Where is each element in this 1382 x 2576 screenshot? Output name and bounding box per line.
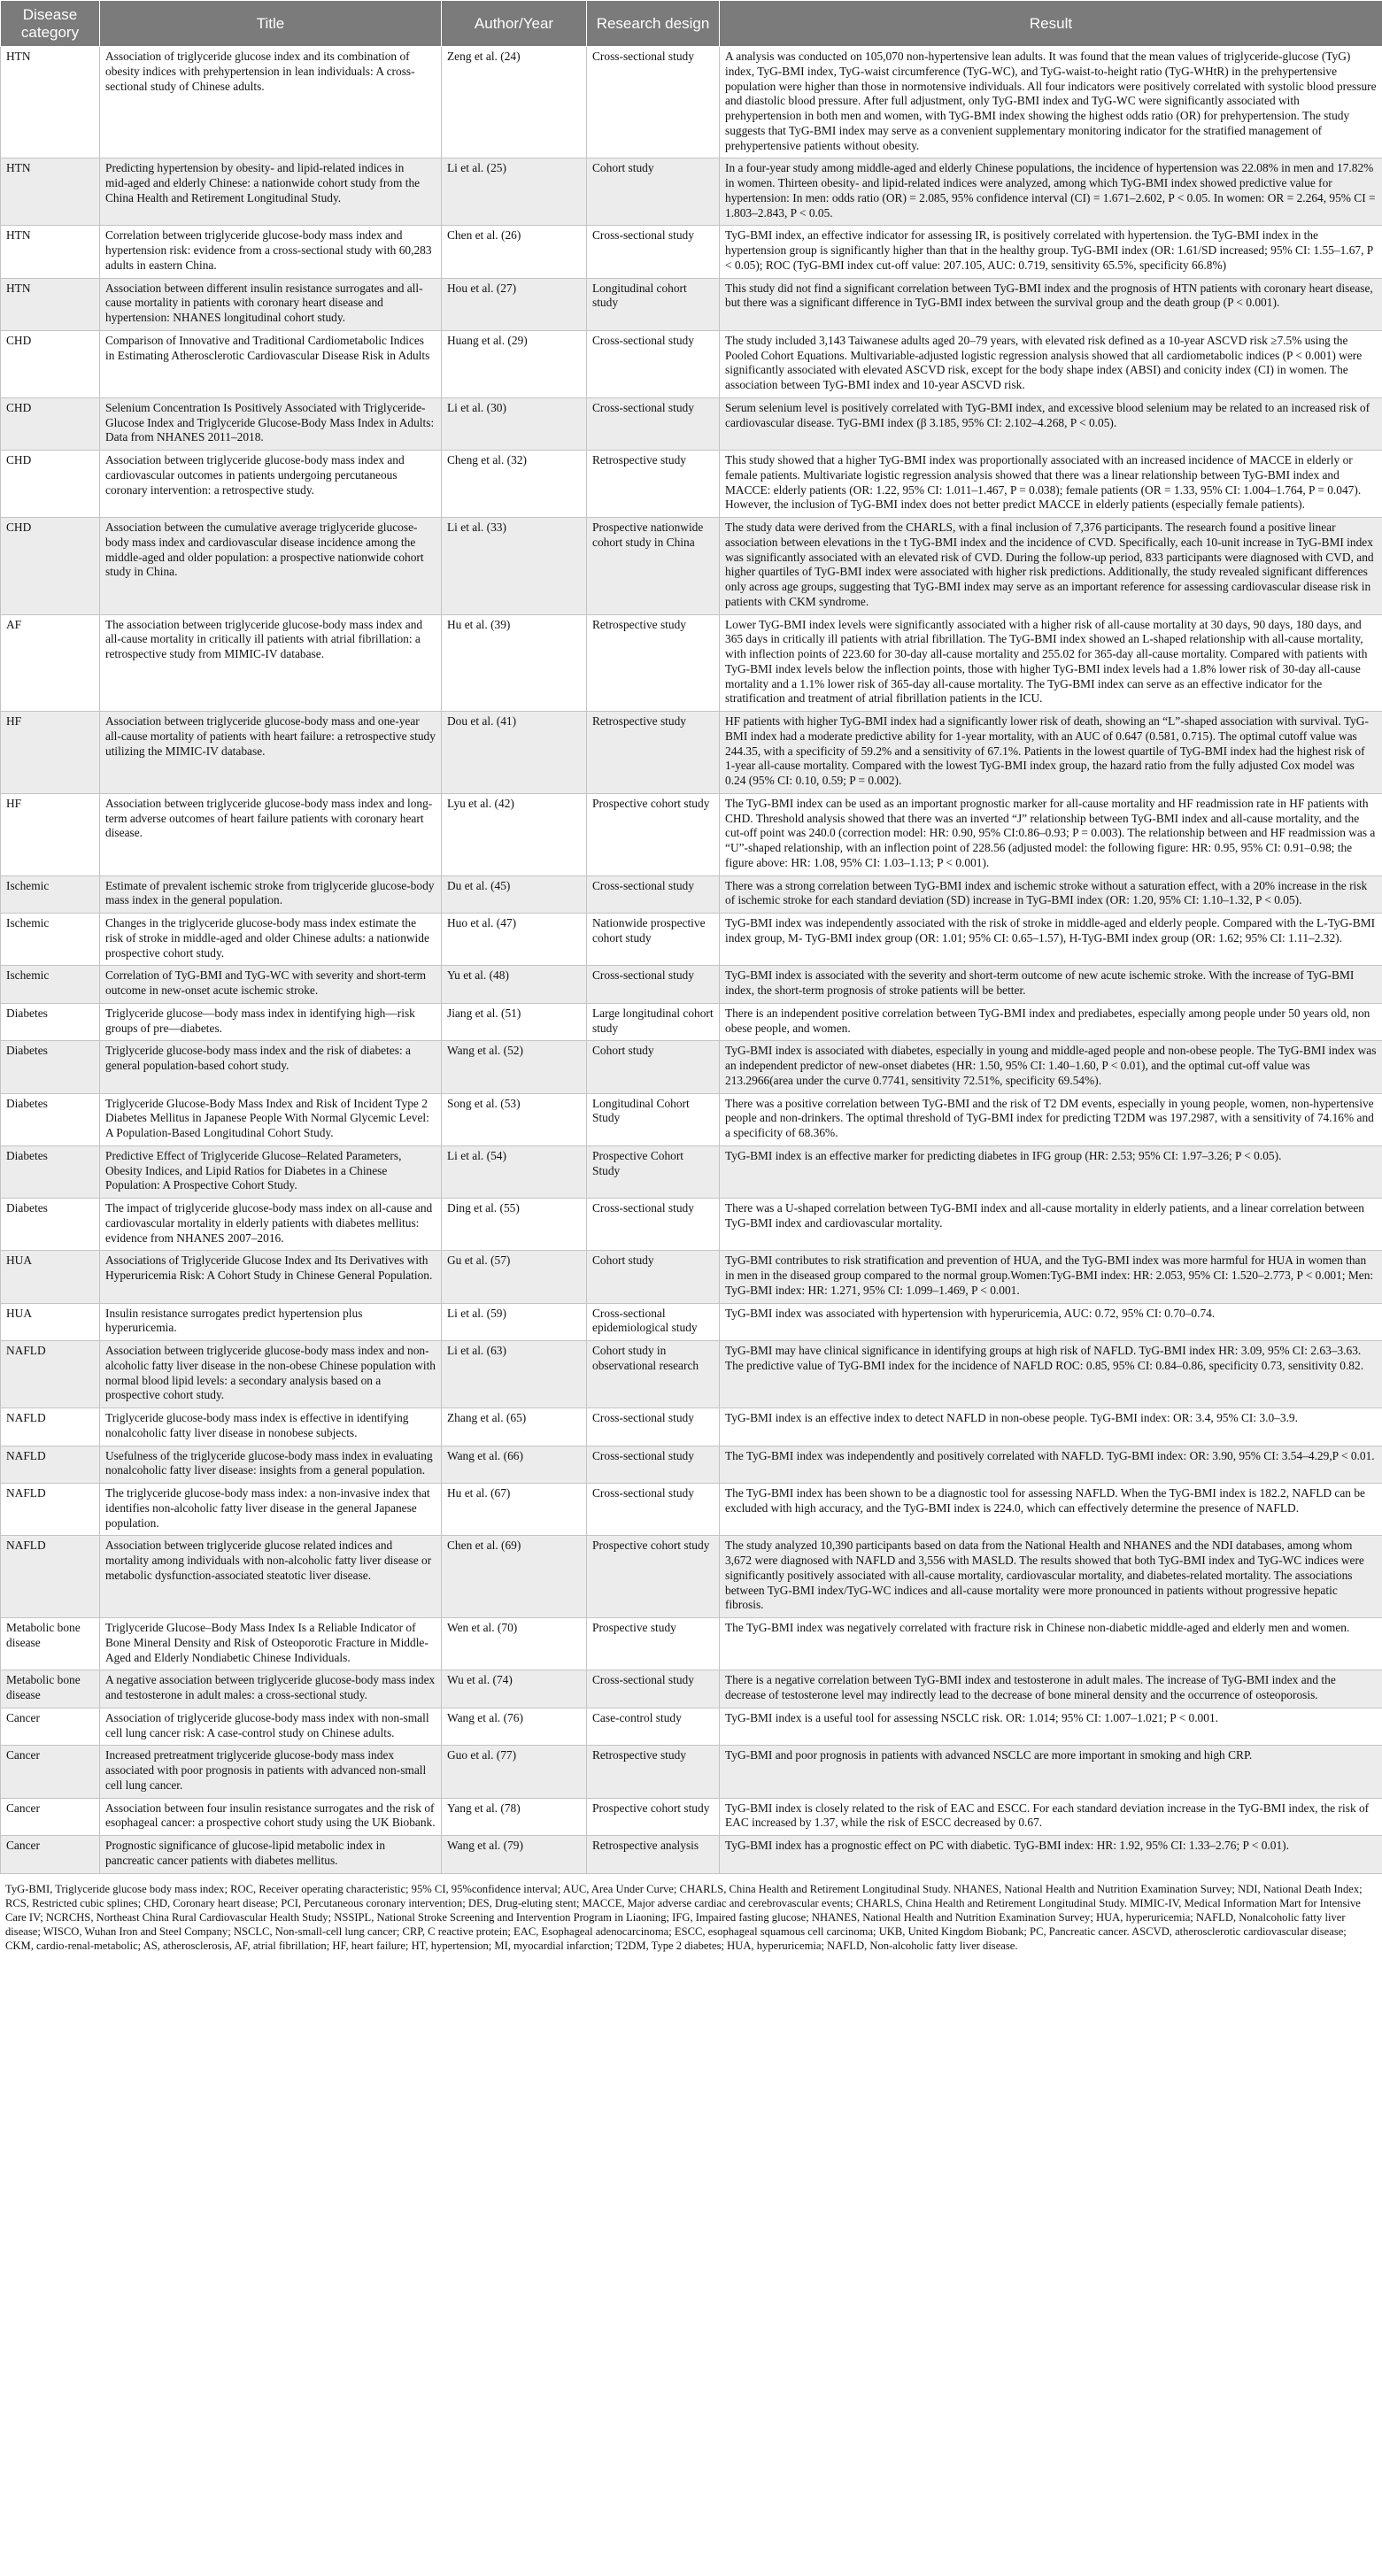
cell-author-year: Li et al. (59) (442, 1303, 587, 1341)
cell-disease-category: NAFLD (1, 1341, 100, 1408)
table-row (1, 397, 1382, 450)
cell-title: Association between triglyceride glucose-body mass index and cardiovascular outcomes in patients undergoing percutaneous coronary intervention: a retrospective study. (100, 451, 442, 518)
cell-result: TyG-BMI index, an effective indicator for assessing IR, is positively correlated with hypertension. the TyG-BMI index in the hypertension group is significantly higher than that in the healthy group. TyG-BMI index (OR: 1.61/SD increased; 95% CI: 1.55–1.67, P < 0.05); ROC (TyG-BMI index cut-off value: 207.105, AUC: 0.719, sensitivity 65.5%, specificity 66.8%) (720, 226, 1382, 278)
table-footnote: TyG-BMI, Triglyceride glucose body mass index; ROC, Receiver operating characteristic; 95% CI, 95%confidence interval; AUC, Area Under Curve; CHARLS, China Health and Retirement Longitudinal Study. NHANES, National Health and Nutrition Examination Survey; NDI, National Death Index; RCS, Restricted cubic splines; CHD, Coronary heart disease; PCI, Percutaneous coronary intervention; DES, Drug-eluting stent; MACCE, Major adverse cardiac and cerebrovascular events; CHARLS, China Health and Retirement Longitudinal Study. MIMIC-IV, Medical Information Mart for Intensive Care IV; NCRCHS, Northeast China Rural Cardiovascular Health Study; NSSIPL, National Stroke Screening and Intervention Program in Liaoning; IFG, Impaired fasting glucose; NHANES, National Health and Nutrition Examination Survey; HUA, hyperuricemia; NAFLD, Nonalcoholic fatty liver disease; WISCO, Wuhan Iron and Steel Company; NSCLC, Non-small-cell lung cancer; CRP, C reactive protein; EAC, Esophageal adenocarcinoma; ESCC, esophageal squamous cell carcinoma; UKB, United Kingdom Biobank; PC, Pancreatic cancer. ASCVD, atherosclerotic cardiovascular disease; CKM, cardio-renal-metabolic; AS, atherosclerosis, AF, atrial fibrillation; HF, heart failure; HT, hypertension; MI, myocardial infarction; T2DM, Type 2 diabetes; HUA, hyperuricemia; NAFLD, Non-alcoholic fatty liver disease. (5, 1882, 1363, 1953)
cell-disease-category: HTN (1, 278, 100, 330)
cell-author-year: Zhang et al. (65) (442, 1408, 587, 1446)
cell-author-year: Hu et al. (67) (442, 1484, 587, 1536)
cell-disease-category: Ischemic (1, 914, 100, 966)
table-row (1, 1708, 1382, 1746)
cell-research-design: Cross-sectional study (587, 47, 720, 158)
cell-research-design: Retrospective study (587, 614, 720, 712)
cell-research-design: Prospective nationwide cohort study in China (587, 518, 720, 615)
header-result: Result (720, 1, 1382, 47)
cell-result: TyG-BMI index is associated with the severity and short-term outcome of new acute ischemic stroke. With the increase of TyG-BMI index, the short-term prognosis of stroke patients will be better. (720, 966, 1382, 1004)
cell-disease-category: Ischemic (1, 966, 100, 1004)
cell-title: Association between triglyceride glucose-body mass index and long-term adverse outcomes of heart failure patients with coronary heart disease. (100, 793, 442, 875)
table-row (1, 1536, 1382, 1618)
cell-result: TyG-BMI index was associated with hypertension with hyperuricemia, AUC: 0.72, 95% CI: 0.70–0.74. (720, 1303, 1382, 1341)
cell-result: TyG-BMI index is associated with diabetes, especially in young and middle-aged people and non-obese people. The TyG-BMI index was an independent predictor of new-onset diabetes (HR: 1.50, 95% CI: 1.40–1.60, P < 0.01), and the optimal cut-off value was 213.2966(area under the curve 0.7741, sensitivity 72.51%, specificity 69.54%). (720, 1041, 1382, 1093)
table-row (1, 158, 1382, 226)
cell-research-design: Retrospective study (587, 1746, 720, 1798)
cell-disease-category: CHD (1, 397, 100, 450)
cell-author-year: Zeng et al. (24) (442, 47, 587, 158)
table-row (1, 1199, 1382, 1251)
cell-result: TyG-BMI index has a prognostic effect on PC with diabetic. TyG-BMI index: HR: 1.92, 95% CI: 1.33–2.76; P < 0.01). (720, 1836, 1382, 1874)
cell-title: Association between triglyceride glucose related indices and mortality among individuals with non-alcoholic fatty liver disease or metabolic dysfunction-associated steatotic liver disease. (100, 1536, 442, 1618)
cell-title: Comparison of Innovative and Traditional Cardiometabolic Indices in Estimating Atherosclerotic Cardiovascular Disease Risk in Adults (100, 330, 442, 397)
cell-disease-category: CHD (1, 451, 100, 518)
cell-disease-category: Cancer (1, 1708, 100, 1746)
table-row (1, 1446, 1382, 1484)
cell-research-design: Prospective cohort study (587, 1536, 720, 1618)
cell-disease-category: CHD (1, 518, 100, 615)
cell-title: Triglyceride glucose-body mass index is effective in identifying nonalcoholic fatty liver disease in nonobese subjects. (100, 1408, 442, 1446)
cell-disease-category: HF (1, 712, 100, 794)
cell-research-design: Cross-sectional study (587, 1408, 720, 1446)
cell-research-design: Cross-sectional study (587, 875, 720, 914)
cell-result: TyG-BMI index is closely related to the risk of EAC and ESCC. For each standard deviation increase in the TyG-BMI index, the risk of EAC increased by 1.37, while the risk of ESCC decreased by 0.67. (720, 1798, 1382, 1836)
cell-research-design: Cross-sectional study (587, 1670, 720, 1708)
table-body (1, 47, 1382, 1874)
cell-author-year: Du et al. (45) (442, 875, 587, 914)
header-author-year: Author/Year (442, 1, 587, 47)
table-row (1, 712, 1382, 794)
table-row (1, 1093, 1382, 1145)
cell-disease-category: Diabetes (1, 1003, 100, 1041)
cell-disease-category: HF (1, 793, 100, 875)
cell-disease-category: HUA (1, 1303, 100, 1341)
table-row (1, 1003, 1382, 1041)
cell-author-year: Hu et al. (39) (442, 614, 587, 712)
cell-research-design: Cohort study (587, 1251, 720, 1303)
cell-title: Predictive Effect of Triglyceride Glucose–Related Parameters, Obesity Indices, and Lipid Ratios for Diabetes in a Chinese Population: A Prospective Cohort Study. (100, 1145, 442, 1198)
cell-title: Correlation between triglyceride glucose-body mass index and hypertension risk: evidence from a cross-sectional study with 60,283 adults in eastern China. (100, 226, 442, 278)
table-row (1, 875, 1382, 914)
cell-result: TyG-BMI and poor prognosis in patients with advanced NSCLC are more important in smoking and high CRP. (720, 1746, 1382, 1798)
cell-author-year: Wu et al. (74) (442, 1670, 587, 1708)
cell-author-year: Li et al. (54) (442, 1145, 587, 1198)
cell-result: The study included 3,143 Taiwanese adults aged 20–79 years, with elevated risk defined as a 10-year ASCVD risk ≥7.5% using the Pooled Cohort Equations. Multivariable-adjusted logistic regression analysis showed that all cardiometabolic indices (P < 0.001) were significantly associated with elevated ASCVD risk, except for the body shape index (ABSI) and conicity index (CI) in women. The association between TyG-BMI index and 10-year ASCVD risk. (720, 330, 1382, 397)
cell-title: Increased pretreatment triglyceride glucose-body mass index associated with poor prognosis in patients with advanced non-small cell lung cancer. (100, 1746, 442, 1798)
cell-author-year: Chen et al. (26) (442, 226, 587, 278)
cell-result: TyG-BMI index is an effective marker for predicting diabetes in IFG group (HR: 2.53; 95% CI: 1.97–3.26; P < 0.05). (720, 1145, 1382, 1198)
cell-result: Lower TyG-BMI index levels were significantly associated with a higher risk of all-cause mortality at 30 days, 90 days, 180 days, and 365 days in critically ill patients with atrial fibrillation. The TyG-BMI index showed an L-shaped relationship with all-cause mortality, with inflection points of 223.60 for 30-day all-cause mortality and 255.02 for 365-day all-cause mortality. Compared with patients with TyG-BMI index levels below the inflection points, those with higher TyG-BMI index levels had a 1.8% lower risk of 30-day all-cause mortality and a 1.1% lower risk of 365-day all-cause mortality. The TyG-BMI index can serve as an effective indicator for the stratification and treatment of atrial fibrillation patients in the ICU. (720, 614, 1382, 712)
cell-title: Association between triglyceride glucose-body mass index and non-alcoholic fatty liver disease in the non-obese Chinese population with normal blood lipid levels: a secondary analysis based on a prospective cohort study. (100, 1341, 442, 1408)
table-row (1, 1341, 1382, 1408)
cell-result: TyG-BMI index is a useful tool for assessing NSCLC risk. OR: 1.014; 95% CI: 1.007–1.021; P < 0.001. (720, 1708, 1382, 1746)
table-row (1, 793, 1382, 875)
cell-disease-category: HTN (1, 47, 100, 158)
table-row (1, 1746, 1382, 1798)
cell-author-year: Hou et al. (27) (442, 278, 587, 330)
cell-title: Changes in the triglyceride glucose-body mass index estimate the risk of stroke in middle-aged and older Chinese adults: a nationwide prospective cohort study. (100, 914, 442, 966)
cell-disease-category: NAFLD (1, 1484, 100, 1536)
table-row (1, 1836, 1382, 1874)
cell-author-year: Gu et al. (57) (442, 1251, 587, 1303)
cell-author-year: Cheng et al. (32) (442, 451, 587, 518)
cell-author-year: Wang et al. (66) (442, 1446, 587, 1484)
cell-title: Association of triglyceride glucose-body mass index with non-small cell lung cancer risk: A case-control study on Chinese adults. (100, 1708, 442, 1746)
cell-title: Association between the cumulative average triglyceride glucose-body mass index and cardiovascular disease incidence among the middle-aged and older population: a prospective nationwide cohort study in China. (100, 518, 442, 615)
cell-result: The TyG-BMI index was independently and positively correlated with NAFLD. TyG-BMI index: OR: 3.90, 95% CI: 3.54–4.29,P < 0.01. (720, 1446, 1382, 1484)
header-disease-category: Disease category (1, 1, 100, 47)
cell-title: Triglyceride glucose-body mass index and the risk of diabetes: a general population-based cohort study. (100, 1041, 442, 1093)
table-row (1, 914, 1382, 966)
cell-disease-category: Diabetes (1, 1199, 100, 1251)
cell-title: Correlation of TyG-BMI and TyG-WC with severity and short-term outcome in new-onset acute ischemic stroke. (100, 966, 442, 1004)
cell-disease-category: Metabolic bone disease (1, 1670, 100, 1708)
cell-disease-category: NAFLD (1, 1536, 100, 1618)
cell-disease-category: HUA (1, 1251, 100, 1303)
cell-title: Estimate of prevalent ischemic stroke from triglyceride glucose-body mass index in the general population. (100, 875, 442, 914)
cell-research-design: Cohort study (587, 1041, 720, 1093)
cell-author-year: Ding et al. (55) (442, 1199, 587, 1251)
cell-title: Usefulness of the triglyceride glucose-body mass index in evaluating nonalcoholic fatty liver disease: insights from a general population. (100, 1446, 442, 1484)
table-row (1, 451, 1382, 518)
cell-author-year: Wang et al. (76) (442, 1708, 587, 1746)
cell-disease-category: Cancer (1, 1746, 100, 1798)
cell-title: Insulin resistance surrogates predict hypertension plus hyperuricemia. (100, 1303, 442, 1341)
cell-title: Prognostic significance of glucose-lipid metabolic index in pancreatic cancer patients with diabetes mellitus. (100, 1836, 442, 1874)
cell-result: In a four-year study among middle-aged and elderly Chinese populations, the incidence of hypertension was 22.08% in men and 17.82% in women. Thirteen obesity- and lipid-related indices were analyzed, among which TyG-BMI index showed predictive value for hypertension: In men: odds ratio (OR) = 2.085, 95% confidence interval (CI) = 1.671–2.602, P < 0.05. In women: OR = 2.264, 95% CI = 1.803–2.843, P < 0.05. (720, 158, 1382, 226)
table-row (1, 614, 1382, 712)
table-row (1, 1408, 1382, 1446)
cell-research-design: Prospective study (587, 1618, 720, 1670)
cell-result: TyG-BMI index was independently associated with the risk of stroke in middle-aged and elderly people. Compared with the L-TyG-BMI index group, M- TyG-BMI index group (OR: 1.01; 95% CI: 0.65–1.57), H-TyG-BMI index group (OR: 1.62; 95% CI: 1.11–2.32). (720, 914, 1382, 966)
cell-author-year: Wang et al. (79) (442, 1836, 587, 1874)
cell-disease-category: NAFLD (1, 1446, 100, 1484)
cell-author-year: Yu et al. (48) (442, 966, 587, 1004)
cell-result: The TyG-BMI index has been shown to be a diagnostic tool for assessing NAFLD. When the TyG-BMI index is 182.2, NAFLD can be excluded with high accuracy, and the TyG-BMI index is 224.0, which can effectively determine the presence of NAFLD. (720, 1484, 1382, 1536)
cell-title: Predicting hypertension by obesity‑ and lipid‑related indices in mid‑aged and elderly Chinese: a nationwide cohort study from the China Health and Retirement Longitudinal Study. (100, 158, 442, 226)
cell-research-design: Cross-sectional study (587, 330, 720, 397)
cell-title: A negative association between triglyceride glucose-body mass index and testosterone in adult males: a cross-sectional study. (100, 1670, 442, 1708)
cell-disease-category: Diabetes (1, 1145, 100, 1198)
cell-disease-category: Diabetes (1, 1093, 100, 1145)
cell-disease-category: Ischemic (1, 875, 100, 914)
cell-disease-category: CHD (1, 330, 100, 397)
cell-author-year: Li et al. (25) (442, 158, 587, 226)
cell-author-year: Jiang et al. (51) (442, 1003, 587, 1041)
cell-research-design: Nationwide prospective cohort study (587, 914, 720, 966)
cell-research-design: Case-control study (587, 1708, 720, 1746)
cell-title: Associations of Triglyceride Glucose Index and Its Derivatives with Hyperuricemia Risk: A Cohort Study in Chinese General Population. (100, 1251, 442, 1303)
cell-research-design: Cross-sectional study (587, 966, 720, 1004)
cell-result: This study did not find a significant correlation between TyG-BMI index and the prognosis of HTN patients with coronary heart disease, but there was a significant difference in TyG-BMI index between the survival group and the death group (P < 0.001). (720, 278, 1382, 330)
cell-title: The triglyceride glucose-body mass index: a non-invasive index that identifies non-alcoholic fatty liver disease in the general Japanese population. (100, 1484, 442, 1536)
cell-result: There was a strong correlation between TyG-BMI index and ischemic stroke without a saturation effect, with a 20% increase in the risk of ischemic stroke for each standard deviation (SD) increase in TyG-BMI index (OR: 1.20, 95% CI: 1.10–1.32, P < 0.05). (720, 875, 1382, 914)
cell-research-design: Longitudinal Cohort Study (587, 1093, 720, 1145)
cell-research-design: Cross-sectional study (587, 397, 720, 450)
cell-disease-category: Metabolic bone disease (1, 1618, 100, 1670)
table-row (1, 1303, 1382, 1341)
cell-author-year: Guo et al. (77) (442, 1746, 587, 1798)
table-row (1, 1251, 1382, 1303)
cell-result: There was a positive correlation between TyG-BMI and the risk of T2 DM events, especially in young people, women, non-hypertensive people and non-drinkers. The optimal threshold of TyG-BMI index for predicting T2DM was 197.2987, with a sensitivity of 74.16% and a specificity of 68.36%. (720, 1093, 1382, 1145)
table-header-row (1, 1, 1382, 47)
cell-disease-category: Diabetes (1, 1041, 100, 1093)
cell-result: There is a negative correlation between TyG-BMI index and testosterone in adult males. The increase of TyG-BMI index and the decrease of testosterone level may indirectly lead to the decrease of bone mineral density and the occurrence of osteoporosis. (720, 1670, 1382, 1708)
cell-title: Triglyceride Glucose–Body Mass Index Is a Reliable Indicator of Bone Mineral Density and Risk of Osteoporotic Fracture in Middle-Aged and Elderly Nondiabetic Chinese Individuals. (100, 1618, 442, 1670)
cell-disease-category: Cancer (1, 1836, 100, 1874)
cell-research-design: Cross-sectional study (587, 226, 720, 278)
cell-research-design: Large longitudinal cohort study (587, 1003, 720, 1041)
cell-disease-category: AF (1, 614, 100, 712)
cell-research-design: Retrospective analysis (587, 1836, 720, 1874)
cell-disease-category: NAFLD (1, 1408, 100, 1446)
cell-title: The association between triglyceride glucose-body mass index and all-cause mortality in critically ill patients with atrial fibrillation: a retrospective study from MIMIC-IV database. (100, 614, 442, 712)
cell-result: A analysis was conducted on 105,070 non-hypertensive lean adults. It was found that the mean values of triglyceride-glucose (TyG) index, TyG-BMI index, TyG-waist circumference (TyG-WC), and TyG-waist-to-height ratio (TyG-WHtR) in the prehypertensive population were higher than those in normotensive individuals. All four indicators were positively correlated with systolic blood pressure and diastolic blood pressure. After full adjustment, only TyG-BMI index and TyG-WC were significantly associated with prehypertension in both men and women, with TyG-BMI index showing the highest odds ratio (OR) for prehypertension. The study suggests that TyG-BMI index may serve as a convenient supplementary monitoring indicator for the stratified management of prehypertensive patients without obesity. (720, 47, 1382, 158)
cell-title: Association between four insulin resistance surrogates and the risk of esophageal cancer: a prospective cohort study using the UK Biobank. (100, 1798, 442, 1836)
cell-result: TyG-BMI may have clinical significance in identifying groups at high risk of NAFLD. TyG-BMI index HR: 3.09, 95% CI: 2.63–3.63. The predictive value of TyG-BMI index for the incidence of NAFLD ROC: 0.85, 95% CI: 0.84–0.86, specificity 0.73, sensitivity 0.82. (720, 1341, 1382, 1408)
cell-title: Selenium Concentration Is Positively Associated with Triglyceride-Glucose Index and Triglyceride Glucose-Body Mass Index in Adults: Data from NHANES 2011–2018. (100, 397, 442, 450)
table-row (1, 966, 1382, 1004)
cell-author-year: Huo et al. (47) (442, 914, 587, 966)
header-research-design: Research design (587, 1, 720, 47)
cell-author-year: Lyu et al. (42) (442, 793, 587, 875)
table-row (1, 47, 1382, 158)
cell-author-year: Li et al. (63) (442, 1341, 587, 1408)
cell-result: TyG-BMI contributes to risk stratification and prevention of HUA, and the TyG-BMI index was more harmful for HUA in women than in men in the diseased group compared to the normal group.Women:TyG-BMI index: HR: 2.053, 95% CI: 1.520–2.773, P < 0.001; Men: TyG-BMI index: HR: 1.271, 95% CI: 1.099–1.469, P < 0.001. (720, 1251, 1382, 1303)
cell-research-design: Cohort study (587, 158, 720, 226)
cell-title: Triglyceride Glucose-Body Mass Index and Risk of Incident Type 2 Diabetes Mellitus in Japanese People With Normal Glycemic Level: A Population-Based Longitudinal Cohort Study. (100, 1093, 442, 1145)
table-row (1, 1484, 1382, 1536)
cell-result: There is an independent positive correlation between TyG-BMI index and prediabetes, especially among people under 50 years old, non obese people, and women. (720, 1003, 1382, 1041)
cell-result: The TyG-BMI index was negatively correlated with fracture risk in Chinese non-diabetic middle-aged and elderly men and women. (720, 1618, 1382, 1670)
cell-result: The study analyzed 10,390 participants based on data from the National Health and NHANES and the NDI databases, among whom 3,672 were diagnosed with NAFLD and 3,556 with MASLD. The results showed that both TyG-BMI index and TyG-WC indices were significantly positively associated with all-cause mortality, cardiovascular mortality, and diabetes-related mortality. The associations between TyG-BMI index/TyG-WC indices and all-cause mortality were more pronounced in patients without progressive hepatic fibrosis. (720, 1536, 1382, 1618)
cell-author-year: Huang et al. (29) (442, 330, 587, 397)
table-row (1, 1041, 1382, 1093)
cell-author-year: Wen et al. (70) (442, 1618, 587, 1670)
table-row (1, 1145, 1382, 1198)
cell-result: HF patients with higher TyG-BMI index had a significantly lower risk of death, showing an “L”-shaped association with survival. TyG-BMI index had a moderate predictive ability for 1-year mortality, with an AUC of 0.647 (0.581, 0.715). The optimal cutoff value was 244.35, with a specificity of 59.2% and a sensitivity of 67.1%. Patients in the lowest quartile of TyG-BMI index had the highest risk of 1-year all-cause mortality. Compared with the lowest TyG-BMI index group, the hazard ratio from the fully adjusted Cox model was 0.24 (95% CI: 0.10, 0.59; P = 0.002). (720, 712, 1382, 794)
cell-research-design: Retrospective study (587, 451, 720, 518)
cell-research-design: Prospective Cohort Study (587, 1145, 720, 1198)
cell-result: Serum selenium level is positively correlated with TyG-BMI index, and excessive blood selenium may be related to an increased risk of cardiovascular disease. TyG-BMI index (β 3.185, 95% CI: 2.102–4.268, P < 0.05). (720, 397, 1382, 450)
cell-research-design: Retrospective study (587, 712, 720, 794)
table-row (1, 1618, 1382, 1670)
table-row (1, 278, 1382, 330)
cell-disease-category: HTN (1, 158, 100, 226)
cell-author-year: Yang et al. (78) (442, 1798, 587, 1836)
cell-research-design: Longitudinal cohort study (587, 278, 720, 330)
cell-title: The impact of triglyceride glucose-body mass index on all-cause and cardiovascular mortality in elderly patients with diabetes mellitus: evidence from NHANES 2007–2016. (100, 1199, 442, 1251)
table-row (1, 1670, 1382, 1708)
cell-disease-category: Cancer (1, 1798, 100, 1836)
cell-result: The study data were derived from the CHARLS, with a final inclusion of 7,376 participants. The research found a positive linear association between elevations in the t TyG-BMI index and the incidence of CVD. Specifically, each 10-unit increase in TyG-BMI index was significantly associated with an elevated risk of CVD. During the follow-up period, 833 participants were diagnosed with CVD, and higher quartiles of TyG-BMI index were associated with higher risk predictions. Additionally, the study revealed significant differences only across age groups, suggesting that TyG-BMI index may serve as an important reference for assessing cardiovascular disease risk in patients with CKM syndrome. (720, 518, 1382, 615)
cell-research-design: Cross-sectional study (587, 1484, 720, 1536)
cell-title: Triglyceride glucose—body mass index in identifying high—risk groups of pre—diabetes. (100, 1003, 442, 1041)
table-row (1, 1798, 1382, 1836)
cell-research-design: Cross-sectional epidemiological study (587, 1303, 720, 1341)
cell-research-design: Cross-sectional study (587, 1199, 720, 1251)
cell-result: The TyG-BMI index can be used as an important prognostic marker for all-cause mortality and HF readmission rate in HF patients with CHD. Threshold analysis showed that there was an inverted “J” relationship between TyG-BMI index and all-cause mortality, and the cut-off point was 240.0 (correction model: HR: 0.90, 95% CI:0.86–0.93; P = 0.003). The relationship between and HF readmission was a “U”-shaped relationship, with an inflection point of 228.56 (adjusted model: the following figure: HR: 0.95, 95% CI: 0.91–0.98; the figure above: HR: 1.08, 95% CI: 1.03–1.13; P < 0.001). (720, 793, 1382, 875)
cell-author-year: Li et al. (30) (442, 397, 587, 450)
cell-author-year: Wang et al. (52) (442, 1041, 587, 1093)
cell-research-design: Prospective cohort study (587, 1798, 720, 1836)
cell-title: Association of triglyceride glucose index and its combination of obesity indices with prehypertension in lean individuals: A cross-sectional study of Chinese adults. (100, 47, 442, 158)
cell-author-year: Chen et al. (69) (442, 1536, 587, 1618)
header-title: Title (100, 1, 442, 47)
cell-research-design: Cohort study in observational research (587, 1341, 720, 1408)
cell-title: Association between different insulin resistance surrogates and all-cause mortality in patients with coronary heart disease and hypertension: NHANES longitudinal cohort study. (100, 278, 442, 330)
cell-author-year: Li et al. (33) (442, 518, 587, 615)
cell-disease-category: HTN (1, 226, 100, 278)
cell-result: There was a U-shaped correlation between TyG-BMI index and all-cause mortality in elderly patients, and a linear correlation between TyG-BMI index and cardiovascular mortality. (720, 1199, 1382, 1251)
cell-result: TyG-BMI index is an effective index to detect NAFLD in non-obese people. TyG-BMI index: OR: 3.4, 95% CI: 3.0–3.9. (720, 1408, 1382, 1446)
cell-research-design: Prospective cohort study (587, 793, 720, 875)
table-row (1, 518, 1382, 615)
cell-author-year: Song et al. (53) (442, 1093, 587, 1145)
cell-research-design: Cross-sectional study (587, 1446, 720, 1484)
table-row (1, 330, 1382, 397)
table-row (1, 226, 1382, 278)
cell-title: Association between triglyceride glucose-body mass and one-year all-cause mortality of patients with heart failure: a retrospective study utilizing the MIMIC-IV database. (100, 712, 442, 794)
cell-author-year: Dou et al. (41) (442, 712, 587, 794)
cell-result: This study showed that a higher TyG-BMI index was proportionally associated with an increased incidence of MACCE in elderly or female patients. Multivariate logistic regression analysis showed that there was a linear relationship between TyG-BMI index and MACCE: elderly patients (OR: 1.22, 95% CI: 1.011–1.467, P = 0.038); female patients (OR = 1.33, 95% CI: 1.004–1.764, P = 0.047). However, the inclusion of TyG-BMI index does not better predict MACCE in elderly patients (especially female patients). (720, 451, 1382, 518)
